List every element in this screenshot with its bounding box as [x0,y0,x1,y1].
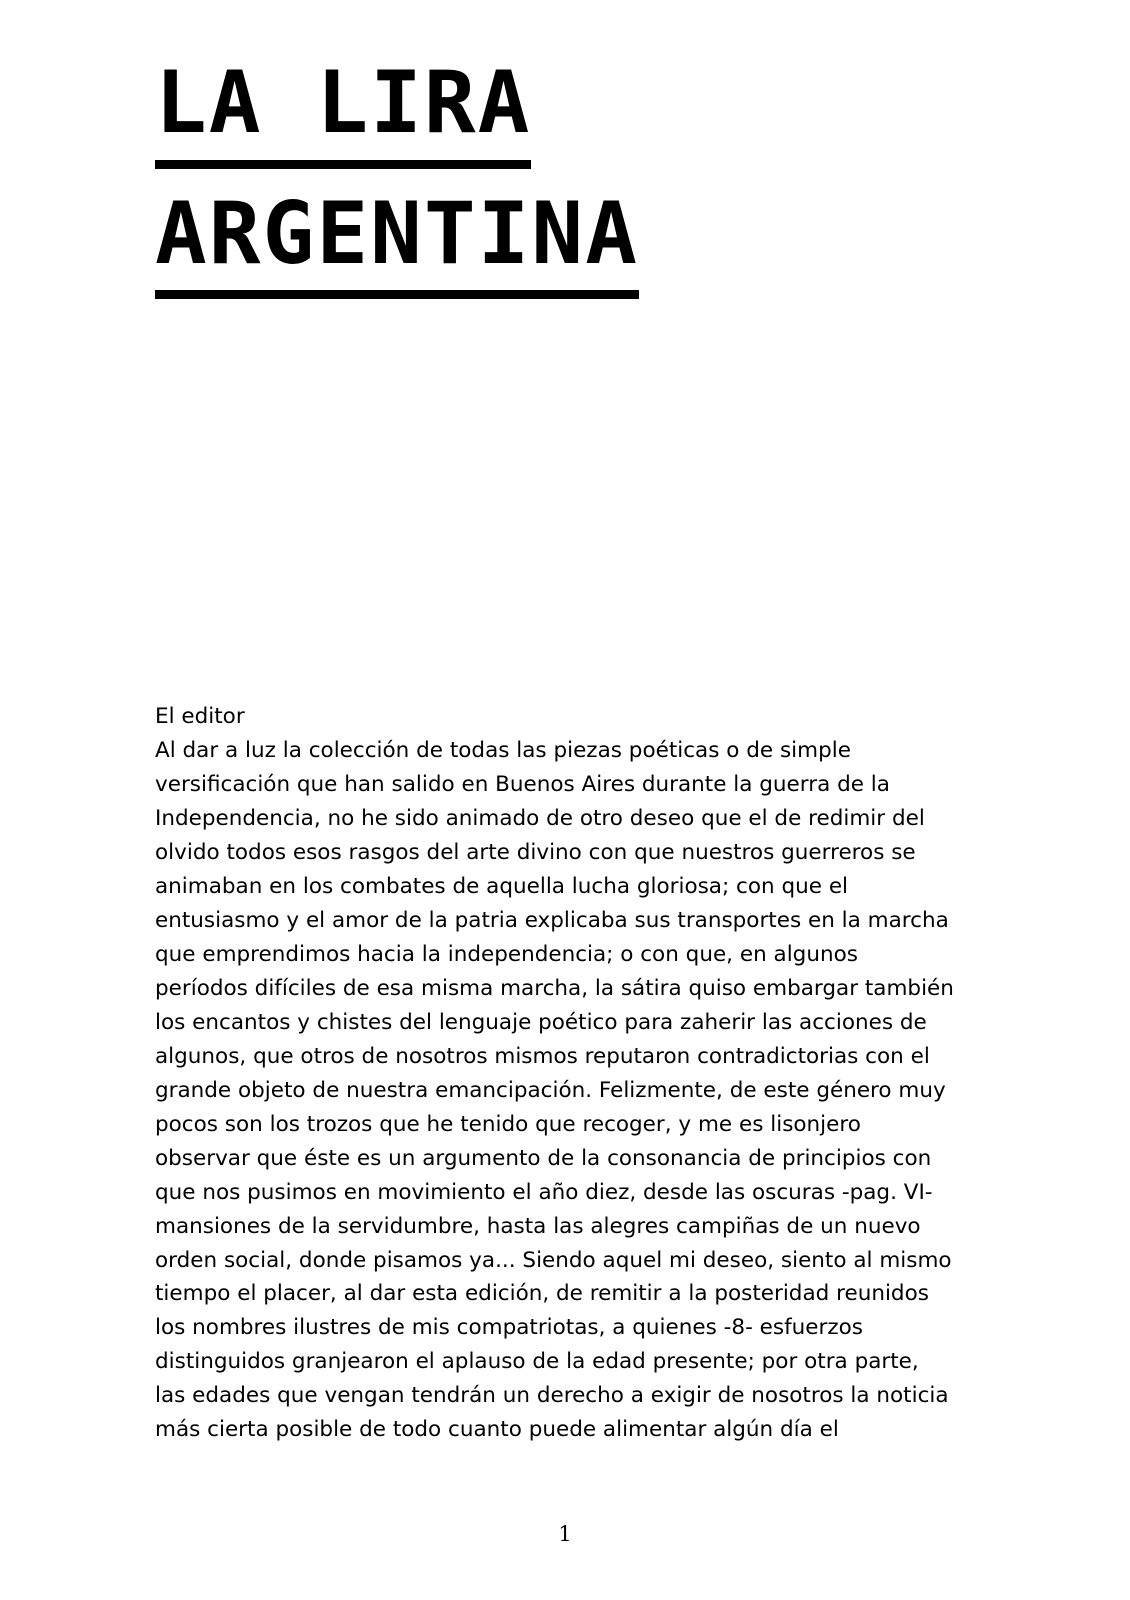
byline: El editor [155,704,245,729]
title-line-2-wrapper [155,183,975,300]
title-block [155,53,975,299]
page-number: 1 [558,1522,572,1546]
body-block [155,700,955,1447]
body-paragraph: Al dar a luz la colección de todas las piezas poéticas o de simple versificación que han salido en Buenos Aires durante la guerra de la Independencia, no he sido animado de otro deseo que el de redimir del olvido todos esos rasgos del arte divino con que nuestros guerreros se animaban en los combates de aquella lucha gloriosa; con que el entusiasmo y el amor de la patria explicaba sus transportes en la marcha que emprendimos hacia la independencia; o con que, en algunos períodos difíciles de esa misma marcha, la sátira quiso embargar también los encantos y chistes del lenguaje poético para zaherir las acciones de algunos, que otros de nosotros mismos reputaron contradictorias con el grande objeto de nuestra emancipación. Felizmente, de este género muy pocos son los trozos que he tenido que recoger, y me es lisonjero observar que éste es un argumento de la consonancia de principios con que nos pusimos en movimiento el año diez, desde las oscuras -pag. VI- mansiones de la servidumbre, hasta las alegres campiñas de un nuevo orden social, donde pisamos ya... Siendo aquel mi deseo, siento al mismo tiempo el placer, al dar esta edición, de remitir a la posteridad reunidos los nombres ilustres de mis compatriotas, a quienes -8- esfuerzos distinguidos granjearon el aplauso de la edad presente; por otra parte, las edades que vengan tendrán un derecho a exigir de nosotros la noticia más cierta posible de todo cuanto puede alimentar algún día el [155,737,954,1443]
document-title-line-1: LA LIRA [155,60,531,169]
title-line-1-wrapper [155,53,975,191]
document-title-line-2: ARGENTINA [155,191,639,300]
